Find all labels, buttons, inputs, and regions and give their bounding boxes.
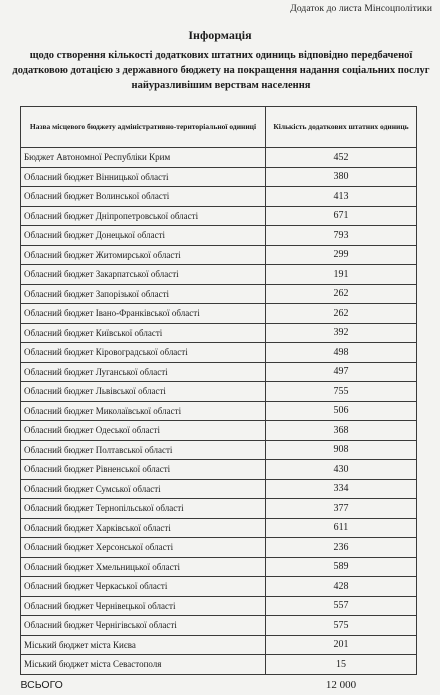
table-row — [21, 518, 417, 538]
staff-count-cell: 589 — [266, 557, 417, 577]
staff-count-cell: 377 — [266, 499, 417, 519]
budget-name-cell: Обласний бюджет Донецької області — [21, 226, 266, 246]
budget-name-cell: Обласний бюджет Чернівецької області — [21, 596, 266, 616]
column-header-budget-name: Назва місцевого бюджету адміністративно-територіальної одиниці — [21, 107, 266, 148]
staff-count-cell: 428 — [266, 577, 417, 597]
document-subtitle: щодо створення кількості додаткових штатних одиниць відповідно передбаченої додатковою дотацією з державного бюджету на покращення надання соціальних послуг найуразливішим верствам населення — [12, 50, 430, 91]
budget-name-cell: Обласний бюджет Львівської області — [21, 382, 266, 402]
table-row — [21, 401, 417, 421]
table-row — [21, 206, 417, 226]
budget-name-cell: Обласний бюджет Одеської області — [21, 421, 266, 441]
table-row — [21, 187, 417, 207]
table-row — [21, 557, 417, 577]
table-row — [21, 362, 417, 382]
staff-count-cell: 671 — [266, 206, 417, 226]
staff-count-cell: 557 — [266, 596, 417, 616]
table-row — [21, 226, 417, 246]
budget-name-cell: Обласний бюджет Черкаської області — [21, 577, 266, 597]
staff-count-cell: 334 — [266, 479, 417, 499]
header-note: Додаток до листа Мінсоцполітики — [290, 4, 432, 14]
staff-count-cell: 368 — [266, 421, 417, 441]
budget-name-cell: Обласний бюджет Запорізької області — [21, 284, 266, 304]
budget-name-cell: Обласний бюджет Волинської області — [21, 187, 266, 207]
document-title: Інформація — [188, 28, 252, 42]
staff-count-cell: 191 — [266, 265, 417, 285]
table-header-row — [21, 107, 417, 148]
table-row — [21, 635, 417, 655]
table-row — [21, 382, 417, 402]
table-row — [21, 284, 417, 304]
table-row — [21, 323, 417, 343]
total-label: ВСЬОГО — [20, 678, 63, 691]
budget-name-cell: Обласний бюджет Тернопільської області — [21, 499, 266, 519]
table-row — [21, 440, 417, 460]
table-row — [21, 421, 417, 441]
staff-count-cell: 793 — [266, 226, 417, 246]
staff-count-cell: 201 — [266, 635, 417, 655]
budget-name-cell: Обласний бюджет Івано-Франківської області — [21, 304, 266, 324]
staff-count-cell: 262 — [266, 284, 417, 304]
staff-count-cell: 380 — [266, 167, 417, 187]
budget-name-cell: Обласний бюджет Харківської області — [21, 518, 266, 538]
staff-count-cell: 506 — [266, 401, 417, 421]
budget-name-cell: Бюджет Автономної Республіки Крим — [21, 148, 266, 168]
table-row — [21, 596, 417, 616]
budget-name-cell: Обласний бюджет Дніпропетровської області — [21, 206, 266, 226]
staff-count-cell: 15 — [266, 655, 417, 675]
column-header-staff-count: Кількість додаткових штатних одиниць — [266, 107, 417, 148]
budget-name-cell: Обласний бюджет Миколаївської області — [21, 401, 266, 421]
staff-count-cell: 452 — [266, 148, 417, 168]
table-row — [21, 304, 417, 324]
staff-count-cell: 262 — [266, 304, 417, 324]
total-row — [21, 674, 417, 695]
budget-name-cell: Обласний бюджет Вінницької області — [21, 167, 266, 187]
staff-count-cell: 413 — [266, 187, 417, 207]
budget-name-cell: Обласний бюджет Київської області — [21, 323, 266, 343]
budget-name-cell: Обласний бюджет Рівненської області — [21, 460, 266, 480]
table-row — [21, 167, 417, 187]
staff-count-cell: 908 — [266, 440, 417, 460]
table-row — [21, 460, 417, 480]
budget-name-cell: Обласний бюджет Хмельницької області — [21, 557, 266, 577]
table-row — [21, 655, 417, 675]
staff-count-cell: 498 — [266, 343, 417, 363]
table-row — [21, 148, 417, 168]
table-row — [21, 616, 417, 636]
budget-name-cell: Обласний бюджет Полтавської області — [21, 440, 266, 460]
staff-count-cell: 430 — [266, 460, 417, 480]
table-row — [21, 343, 417, 363]
staff-count-cell: 392 — [266, 323, 417, 343]
table-row — [21, 245, 417, 265]
budget-name-cell: Міський бюджет міста Севастополя — [21, 655, 266, 675]
table-row — [21, 479, 417, 499]
staff-count-cell: 575 — [266, 616, 417, 636]
staff-count-cell: 497 — [266, 362, 417, 382]
table-row — [21, 265, 417, 285]
budget-name-cell: Обласний бюджет Закарпатської області — [21, 265, 266, 285]
staff-count-cell: 611 — [266, 518, 417, 538]
staff-count-cell: 236 — [266, 538, 417, 558]
budget-name-cell: Обласний бюджет Чернігівської області — [21, 616, 266, 636]
total-value: 12 000 — [325, 678, 357, 691]
budget-table — [20, 106, 417, 695]
table-row — [21, 499, 417, 519]
budget-name-cell: Обласний бюджет Кіровоградської області — [21, 343, 266, 363]
budget-name-cell: Міський бюджет міста Києва — [21, 635, 266, 655]
budget-name-cell: Обласний бюджет Житомирської області — [21, 245, 266, 265]
table-row — [21, 538, 417, 558]
budget-name-cell: Обласний бюджет Сумської області — [21, 479, 266, 499]
budget-name-cell: Обласний бюджет Луганської області — [21, 362, 266, 382]
table-row — [21, 577, 417, 597]
staff-count-cell: 755 — [266, 382, 417, 402]
budget-name-cell: Обласний бюджет Херсонської області — [21, 538, 266, 558]
staff-count-cell: 299 — [266, 245, 417, 265]
